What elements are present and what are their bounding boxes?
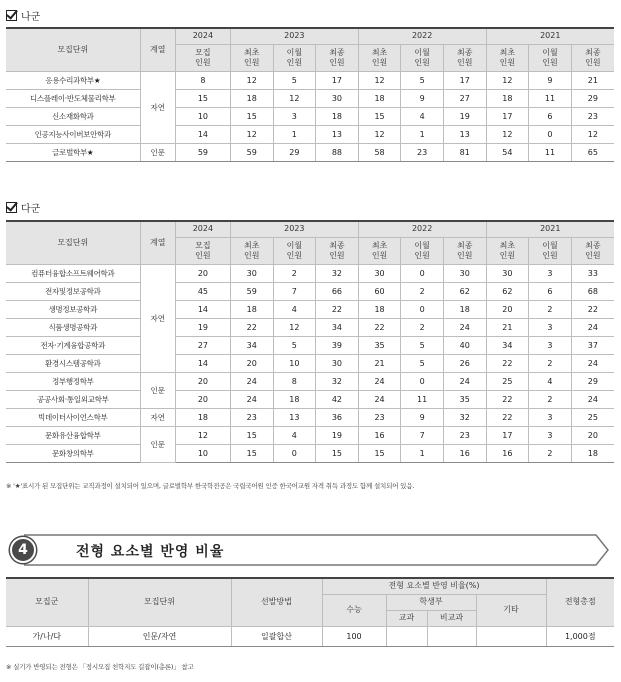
header-sub: 이월 인원 <box>401 44 444 71</box>
table-row <box>6 354 614 372</box>
value-cell: 20 <box>230 354 273 372</box>
value-cell: 29 <box>571 372 614 390</box>
value-cell: 14 <box>175 125 230 143</box>
value-cell: 9 <box>401 89 444 107</box>
table-row <box>6 143 614 161</box>
value-cell: 14 <box>175 300 230 318</box>
value-cell: 19 <box>316 426 359 444</box>
table-row <box>6 300 614 318</box>
value-cell: 17 <box>316 71 359 89</box>
value-cell: 13 <box>316 125 359 143</box>
value-cell: 15 <box>230 444 273 462</box>
section-heading-da <box>6 200 40 215</box>
value-cell: 5 <box>401 71 444 89</box>
value-cell: 18 <box>230 89 273 107</box>
value-cell: 22 <box>486 354 529 372</box>
header-year: 2023 <box>230 28 358 44</box>
table-row <box>6 426 614 444</box>
value-cell: 7 <box>273 282 316 300</box>
value-cell: 0 <box>401 372 444 390</box>
table-row <box>6 107 614 125</box>
table-row <box>6 282 614 300</box>
value-cell: 12 <box>358 125 401 143</box>
section-heading-na <box>6 8 40 23</box>
value-cell: 59 <box>230 282 273 300</box>
value-cell: 11 <box>529 143 572 161</box>
footnote-star: ※ '★'표시가 된 모집단위는 교직과정이 설치되어 있으며, 글로벌학부 한국학전공은 국립국어원 인증 한국어교원 자격 취득 과정도 함께 설치되어 있음. <box>6 482 415 490</box>
table-row <box>6 264 614 282</box>
value-cell: 12 <box>230 125 273 143</box>
group-cell: 인문 <box>140 372 175 408</box>
table-row <box>6 626 614 646</box>
value-cell: 12 <box>175 426 230 444</box>
header-recruit-group: 모집군 <box>6 578 88 626</box>
value-cell: 30 <box>316 354 359 372</box>
value-cell: 5 <box>273 71 316 89</box>
header-sub: 최초 인원 <box>230 44 273 71</box>
value-cell: 88 <box>316 143 359 161</box>
value-cell: 39 <box>316 336 359 354</box>
value-cell: 6 <box>529 282 572 300</box>
header-other: 기타 <box>476 594 546 626</box>
cell <box>386 626 427 646</box>
value-cell: 15 <box>175 89 230 107</box>
value-cell: 22 <box>486 408 529 426</box>
header-unit: 모집단위 <box>88 578 231 626</box>
header-sub: 최초 인원 <box>358 44 401 71</box>
table-row <box>6 336 614 354</box>
value-cell: 15 <box>230 107 273 125</box>
group-cell: 자연 <box>140 408 175 426</box>
value-cell: 18 <box>273 390 316 408</box>
value-cell: 35 <box>443 390 486 408</box>
unit-name: 전자·기계융합공학과 <box>6 336 140 354</box>
value-cell: 1 <box>273 125 316 143</box>
value-cell: 2 <box>529 354 572 372</box>
value-cell: 21 <box>571 71 614 89</box>
value-cell: 20 <box>175 390 230 408</box>
value-cell: 32 <box>443 408 486 426</box>
value-cell: 30 <box>316 89 359 107</box>
cell: 인문/자연 <box>88 626 231 646</box>
table-row <box>6 89 614 107</box>
value-cell: 0 <box>529 125 572 143</box>
value-cell: 11 <box>529 89 572 107</box>
value-cell: 24 <box>571 318 614 336</box>
header-year: 2022 <box>358 221 486 237</box>
value-cell: 22 <box>358 318 401 336</box>
unit-name: 생명정보공학과 <box>6 300 140 318</box>
value-cell: 0 <box>401 300 444 318</box>
header-year: 2023 <box>230 221 358 237</box>
value-cell: 29 <box>571 89 614 107</box>
value-cell: 15 <box>316 444 359 462</box>
value-cell: 24 <box>230 372 273 390</box>
value-cell: 60 <box>358 282 401 300</box>
value-cell: 30 <box>358 264 401 282</box>
value-cell: 22 <box>486 390 529 408</box>
value-cell: 18 <box>571 444 614 462</box>
value-cell: 4 <box>273 426 316 444</box>
value-cell: 20 <box>486 300 529 318</box>
value-cell: 9 <box>401 408 444 426</box>
value-cell: 20 <box>175 372 230 390</box>
header-sub: 이월 인원 <box>401 237 444 264</box>
value-cell: 2 <box>401 282 444 300</box>
value-cell: 30 <box>443 264 486 282</box>
footnote-practical: ※ 실기가 반영되는 전형은 「정시모집 친학지도 길잡이(총론)」 참고 <box>6 663 194 671</box>
value-cell: 20 <box>175 264 230 282</box>
value-cell: 2 <box>529 444 572 462</box>
header-sub: 모집 인원 <box>175 44 230 71</box>
section-title: 나군 <box>21 12 41 23</box>
unit-name: 신소재화학과 <box>6 107 140 125</box>
table-row <box>6 390 614 408</box>
value-cell: 37 <box>571 336 614 354</box>
value-cell: 24 <box>443 372 486 390</box>
section-title: 다군 <box>21 204 41 215</box>
header-sub: 최초 인원 <box>486 237 529 264</box>
value-cell: 5 <box>401 336 444 354</box>
value-cell: 54 <box>486 143 529 161</box>
header-sub: 최종 인원 <box>443 44 486 71</box>
header-record: 학생부 <box>386 594 476 610</box>
value-cell: 58 <box>358 143 401 161</box>
value-cell: 3 <box>529 336 572 354</box>
value-cell: 11 <box>401 390 444 408</box>
checkbox-icon <box>6 10 17 21</box>
group-cell: 자연 <box>140 264 175 372</box>
header-unit: 모집단위 <box>6 28 140 71</box>
value-cell: 0 <box>401 264 444 282</box>
header-sub: 최종 인원 <box>316 237 359 264</box>
section-banner <box>6 533 610 567</box>
value-cell: 27 <box>443 89 486 107</box>
table-row <box>6 71 614 89</box>
value-cell: 40 <box>443 336 486 354</box>
value-cell: 66 <box>316 282 359 300</box>
admission-table-da <box>6 220 614 463</box>
value-cell: 7 <box>401 426 444 444</box>
value-cell: 14 <box>175 354 230 372</box>
value-cell: 16 <box>486 444 529 462</box>
value-cell: 65 <box>571 143 614 161</box>
value-cell: 8 <box>175 71 230 89</box>
value-cell: 35 <box>358 336 401 354</box>
value-cell: 10 <box>175 107 230 125</box>
unit-name: 전자및정보공학과 <box>6 282 140 300</box>
value-cell: 2 <box>401 318 444 336</box>
header-sub: 최종 인원 <box>316 44 359 71</box>
value-cell: 2 <box>529 390 572 408</box>
value-cell: 32 <box>316 264 359 282</box>
value-cell: 27 <box>175 336 230 354</box>
value-cell: 15 <box>358 444 401 462</box>
value-cell: 4 <box>273 300 316 318</box>
value-cell: 25 <box>571 408 614 426</box>
cell: 일괄합산 <box>231 626 322 646</box>
value-cell: 45 <box>175 282 230 300</box>
value-cell: 13 <box>443 125 486 143</box>
value-cell: 30 <box>486 264 529 282</box>
value-cell: 6 <box>529 107 572 125</box>
unit-name: 응용수리과학부★ <box>6 71 140 89</box>
value-cell: 18 <box>358 89 401 107</box>
unit-name: 문화창의학부 <box>6 444 140 462</box>
value-cell: 3 <box>273 107 316 125</box>
group-cell: 인문 <box>140 426 175 462</box>
value-cell: 24 <box>571 354 614 372</box>
value-cell: 25 <box>486 372 529 390</box>
admission-table-na <box>6 27 614 162</box>
cell: 가/나/다 <box>6 626 88 646</box>
header-year: 2024 <box>175 28 230 44</box>
checkbox-icon <box>6 202 17 213</box>
value-cell: 33 <box>571 264 614 282</box>
table-row <box>6 318 614 336</box>
section-number-badge: 4 <box>10 537 36 563</box>
value-cell: 2 <box>529 300 572 318</box>
value-cell: 32 <box>316 372 359 390</box>
value-cell: 5 <box>273 336 316 354</box>
value-cell: 34 <box>316 318 359 336</box>
value-cell: 24 <box>358 372 401 390</box>
value-cell: 19 <box>443 107 486 125</box>
value-cell: 34 <box>486 336 529 354</box>
header-method: 선발방법 <box>231 578 322 626</box>
header-year: 2022 <box>358 28 486 44</box>
value-cell: 24 <box>358 390 401 408</box>
table-row <box>6 444 614 462</box>
value-cell: 23 <box>571 107 614 125</box>
value-cell: 24 <box>571 390 614 408</box>
table-row <box>6 125 614 143</box>
value-cell: 18 <box>175 408 230 426</box>
value-cell: 24 <box>443 318 486 336</box>
unit-name: 컴퓨터융합소프트웨어학과 <box>6 264 140 282</box>
value-cell: 18 <box>316 107 359 125</box>
value-cell: 17 <box>486 426 529 444</box>
value-cell: 13 <box>273 408 316 426</box>
value-cell: 81 <box>443 143 486 161</box>
value-cell: 26 <box>443 354 486 372</box>
value-cell: 19 <box>175 318 230 336</box>
value-cell: 15 <box>358 107 401 125</box>
value-cell: 5 <box>401 354 444 372</box>
value-cell: 59 <box>175 143 230 161</box>
value-cell: 62 <box>486 282 529 300</box>
value-cell: 16 <box>443 444 486 462</box>
value-cell: 0 <box>273 444 316 462</box>
value-cell: 12 <box>273 89 316 107</box>
ratio-table <box>6 577 614 647</box>
value-cell: 23 <box>230 408 273 426</box>
unit-name: 공공사회·통일외교학부 <box>6 390 140 408</box>
value-cell: 21 <box>486 318 529 336</box>
header-sub: 최초 인원 <box>230 237 273 264</box>
unit-name: 글로벌학부★ <box>6 143 140 161</box>
value-cell: 29 <box>273 143 316 161</box>
value-cell: 12 <box>230 71 273 89</box>
value-cell: 3 <box>529 408 572 426</box>
header-sub: 최초 인원 <box>486 44 529 71</box>
group-cell: 자연 <box>140 71 175 143</box>
value-cell: 18 <box>230 300 273 318</box>
value-cell: 1 <box>401 125 444 143</box>
value-cell: 34 <box>230 336 273 354</box>
value-cell: 68 <box>571 282 614 300</box>
header-sub: 최종 인원 <box>571 237 614 264</box>
value-cell: 8 <box>273 372 316 390</box>
value-cell: 18 <box>358 300 401 318</box>
header-group: 계열 <box>140 221 175 264</box>
group-cell: 인문 <box>140 143 175 161</box>
value-cell: 3 <box>529 426 572 444</box>
header-sub: 최종 인원 <box>443 237 486 264</box>
unit-name: 식품생명공학과 <box>6 318 140 336</box>
header-sub: 이월 인원 <box>273 237 316 264</box>
header-subject: 교과 <box>386 610 427 626</box>
header-unit: 모집단위 <box>6 221 140 264</box>
value-cell: 23 <box>358 408 401 426</box>
value-cell: 12 <box>358 71 401 89</box>
value-cell: 62 <box>443 282 486 300</box>
value-cell: 20 <box>571 426 614 444</box>
value-cell: 3 <box>529 264 572 282</box>
value-cell: 3 <box>529 318 572 336</box>
value-cell: 16 <box>358 426 401 444</box>
header-total: 전형총점 <box>546 578 614 626</box>
header-ratio: 전형 요소별 반영 비율(%) <box>322 578 546 594</box>
cell: 100 <box>322 626 386 646</box>
value-cell: 17 <box>486 107 529 125</box>
section-banner-title: 전형 요소별 반영 비율 <box>76 544 225 560</box>
value-cell: 12 <box>486 125 529 143</box>
value-cell: 10 <box>273 354 316 372</box>
cell <box>476 626 546 646</box>
unit-name: 환경시스템공학과 <box>6 354 140 372</box>
table-row <box>6 372 614 390</box>
value-cell: 15 <box>230 426 273 444</box>
value-cell: 10 <box>175 444 230 462</box>
header-year: 2021 <box>486 28 614 44</box>
header-nonsubject: 비교과 <box>427 610 476 626</box>
header-year: 2024 <box>175 221 230 237</box>
value-cell: 36 <box>316 408 359 426</box>
value-cell: 1 <box>401 444 444 462</box>
header-group: 계열 <box>140 28 175 71</box>
value-cell: 4 <box>529 372 572 390</box>
header-sub: 이월 인원 <box>529 44 572 71</box>
header-sub: 최초 인원 <box>358 237 401 264</box>
value-cell: 23 <box>401 143 444 161</box>
header-sub: 모집 인원 <box>175 237 230 264</box>
unit-name: 디스플레이·반도체물리학부 <box>6 89 140 107</box>
cell: 1,000점 <box>546 626 614 646</box>
unit-name: 문화유산융합학부 <box>6 426 140 444</box>
value-cell: 59 <box>230 143 273 161</box>
value-cell: 12 <box>571 125 614 143</box>
header-suneung: 수능 <box>322 594 386 626</box>
unit-name: 인공지능사이버보안학과 <box>6 125 140 143</box>
unit-name: 빅데이터사이언스학부 <box>6 408 140 426</box>
value-cell: 22 <box>316 300 359 318</box>
table-row <box>6 408 614 426</box>
value-cell: 21 <box>358 354 401 372</box>
value-cell: 4 <box>401 107 444 125</box>
value-cell: 22 <box>571 300 614 318</box>
value-cell: 12 <box>486 71 529 89</box>
cell <box>427 626 476 646</box>
header-sub: 이월 인원 <box>273 44 316 71</box>
header-sub: 이월 인원 <box>529 237 572 264</box>
value-cell: 30 <box>230 264 273 282</box>
value-cell: 17 <box>443 71 486 89</box>
value-cell: 2 <box>273 264 316 282</box>
value-cell: 23 <box>443 426 486 444</box>
value-cell: 18 <box>486 89 529 107</box>
value-cell: 18 <box>443 300 486 318</box>
value-cell: 9 <box>529 71 572 89</box>
header-year: 2021 <box>486 221 614 237</box>
value-cell: 22 <box>230 318 273 336</box>
value-cell: 12 <box>273 318 316 336</box>
header-sub: 최종 인원 <box>571 44 614 71</box>
value-cell: 42 <box>316 390 359 408</box>
value-cell: 24 <box>230 390 273 408</box>
unit-name: 정부행정학부 <box>6 372 140 390</box>
